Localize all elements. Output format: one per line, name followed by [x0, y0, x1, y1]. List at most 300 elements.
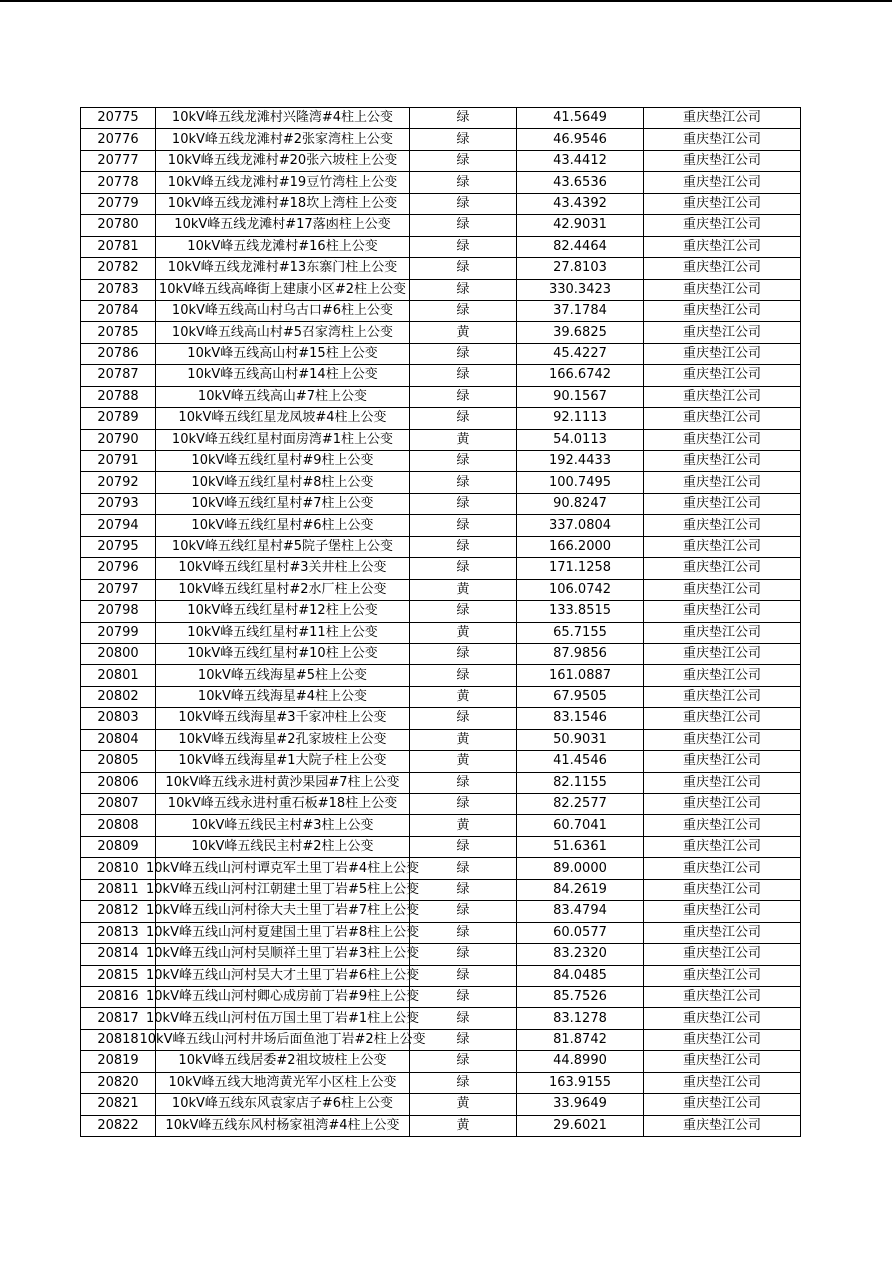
table-row: [81, 408, 801, 429]
cell-id: 20796: [81, 558, 156, 579]
cell-status: 绿: [410, 129, 517, 150]
cell-value: 106.0742: [517, 579, 644, 600]
table-row: [81, 815, 801, 836]
cell-value: 60.7041: [517, 815, 644, 836]
cell-name: [156, 729, 410, 750]
cell-company: 重庆垫江公司: [644, 1008, 801, 1029]
cell-name: [156, 751, 410, 772]
cell-id: 20805: [81, 751, 156, 772]
table-row: [81, 451, 801, 472]
cell-name: [156, 1051, 410, 1072]
cell-name: [156, 300, 410, 321]
cell-value: 192.4433: [517, 451, 644, 472]
cell-value: 27.8103: [517, 258, 644, 279]
table-row: [81, 558, 801, 579]
cell-name: [156, 579, 410, 600]
cell-name: [156, 408, 410, 429]
cell-id: 20801: [81, 665, 156, 686]
cell-name: [156, 472, 410, 493]
cell-company: 重庆垫江公司: [644, 579, 801, 600]
table-row: [81, 901, 801, 922]
cell-company: 重庆垫江公司: [644, 258, 801, 279]
cell-company: 重庆垫江公司: [644, 386, 801, 407]
cell-name-text: 10kV峰五线龙滩村#13东寨门柱上公变: [167, 260, 398, 276]
cell-name: [156, 172, 410, 193]
cell-name-text: 10kV峰五线永进村黄沙果园#7柱上公变: [165, 774, 400, 790]
cell-name: [146, 1008, 420, 1029]
table-row: [81, 879, 801, 900]
cell-name-text: 10kV峰五线龙滩村#19豆竹湾柱上公变: [167, 174, 398, 190]
cell-value: 133.8515: [517, 601, 644, 622]
cell-name: [156, 601, 410, 622]
cell-name-text: 10kV峰五线山河村卿心成房前丁岩#9柱上公变: [146, 989, 420, 1005]
cell-status: 绿: [410, 879, 517, 900]
cell-status: 绿: [410, 515, 517, 536]
cell-name-text: 10kV峰五线山河村谭克军土里丁岩#4柱上公变: [146, 860, 420, 876]
cell-value: 51.6361: [517, 836, 644, 857]
cell-id: 20797: [81, 579, 156, 600]
cell-name: [146, 986, 420, 1007]
cell-name-text: 10kV峰五线红星龙凤坡#4柱上公变: [178, 410, 387, 426]
cell-value: 166.2000: [517, 536, 644, 557]
cell-name-text: 10kV峰五线东风袁家店子#6柱上公变: [171, 1096, 394, 1112]
cell-company: 重庆垫江公司: [644, 944, 801, 965]
cell-value: 83.1278: [517, 1008, 644, 1029]
table-row: [81, 922, 801, 943]
cell-value: 92.1113: [517, 408, 644, 429]
cell-name: [156, 1094, 410, 1115]
cell-name-text: 10kV峰五线红星村#8柱上公变: [191, 474, 374, 490]
cell-id: 20806: [81, 772, 156, 793]
cell-status: 绿: [410, 215, 517, 236]
cell-name-text: 10kV峰五线高山村#5召家湾柱上公变: [171, 324, 394, 340]
cell-name: [156, 772, 410, 793]
cell-status: 黄: [410, 815, 517, 836]
cell-status: 绿: [410, 193, 517, 214]
cell-name-text: 10kV峰五线龙滩村兴隆湾#4柱上公变: [171, 110, 394, 126]
cell-name-text: 10kV峰五线居委#2祖坟坡柱上公变: [178, 1053, 387, 1069]
cell-status: 绿: [410, 472, 517, 493]
cell-id: 20799: [81, 622, 156, 643]
cell-name-text: 10kV峰五线山河村江朝建土里丁岩#5柱上公变: [146, 881, 420, 897]
cell-company: 重庆垫江公司: [644, 729, 801, 750]
cell-name-text: 10kV峰五线高山#7柱上公变: [197, 388, 368, 404]
cell-id: 20800: [81, 643, 156, 664]
cell-name-text: 10kV峰五线高山村乌古口#6柱上公变: [171, 303, 394, 319]
cell-name: [156, 386, 410, 407]
cell-company: 重庆垫江公司: [644, 686, 801, 707]
cell-id: 20781: [81, 236, 156, 257]
cell-name: [156, 258, 410, 279]
cell-value: 37.1784: [517, 300, 644, 321]
cell-name: [156, 1115, 410, 1136]
table-row: [81, 836, 801, 857]
cell-value: 84.2619: [517, 879, 644, 900]
cell-name: [146, 858, 420, 879]
table-row: [81, 193, 801, 214]
cell-value: 81.8742: [517, 1029, 644, 1050]
cell-value: 46.9546: [517, 129, 644, 150]
cell-name: [156, 429, 410, 450]
cell-name: [146, 922, 420, 943]
table-row: [81, 1072, 801, 1093]
cell-name: [156, 215, 410, 236]
cell-value: 89.0000: [517, 858, 644, 879]
cell-id: 20807: [81, 794, 156, 815]
table-row: [81, 343, 801, 364]
cell-status: 黄: [410, 729, 517, 750]
cell-id: 20814: [81, 944, 156, 965]
cell-status: 黄: [410, 686, 517, 707]
cell-name-text: 10kV峰五线高山村#14柱上公变: [187, 367, 378, 383]
table-row: [81, 1051, 801, 1072]
cell-value: 39.6825: [517, 322, 644, 343]
cell-status: 绿: [410, 258, 517, 279]
cell-company: 重庆垫江公司: [644, 879, 801, 900]
cell-value: 82.1155: [517, 772, 644, 793]
table-row: [81, 965, 801, 986]
cell-id: 20813: [81, 922, 156, 943]
cell-value: 85.7526: [517, 986, 644, 1007]
cell-value: 90.8247: [517, 493, 644, 514]
table-row: [81, 322, 801, 343]
table-row: [81, 150, 801, 171]
cell-name: [156, 558, 410, 579]
table-row: [81, 858, 801, 879]
cell-value: 41.4546: [517, 751, 644, 772]
cell-company: 重庆垫江公司: [644, 515, 801, 536]
cell-name: [156, 193, 410, 214]
cell-name-text: 10kV峰五线海星#5柱上公变: [197, 667, 368, 683]
cell-company: 重庆垫江公司: [644, 772, 801, 793]
table-row: [81, 365, 801, 386]
cell-status: 绿: [410, 1008, 517, 1029]
cell-value: 50.9031: [517, 729, 644, 750]
cell-id: 20816: [81, 986, 156, 1007]
cell-value: 44.8990: [517, 1051, 644, 1072]
cell-name: [156, 836, 410, 857]
cell-name: [156, 643, 410, 664]
cell-value: 83.2320: [517, 944, 644, 965]
cell-status: 黄: [410, 579, 517, 600]
table-row: [81, 643, 801, 664]
cell-status: 绿: [410, 986, 517, 1007]
cell-name-text: 10kV峰五线龙滩村#18坎上湾柱上公变: [167, 195, 398, 211]
cell-id: 20798: [81, 601, 156, 622]
cell-company: 重庆垫江公司: [644, 472, 801, 493]
table-row: [81, 579, 801, 600]
cell-name-text: 10kV峰五线大地湾黄光军小区柱上公变: [168, 1074, 397, 1090]
cell-id: 20811: [81, 879, 156, 900]
table-row: [81, 279, 801, 300]
cell-status: 绿: [410, 343, 517, 364]
table-row: [81, 601, 801, 622]
cell-name-text: 10kV峰五线红星村#3关井柱上公变: [178, 560, 387, 576]
cell-id: 20778: [81, 172, 156, 193]
cell-name: [156, 686, 410, 707]
cell-id: 20785: [81, 322, 156, 343]
cell-name-text: 10kV峰五线民主村#2柱上公变: [191, 839, 374, 855]
cell-name-text: 10kV峰五线海星#3千家冲柱上公变: [178, 710, 387, 726]
cell-name: [139, 1029, 426, 1050]
cell-id: 20779: [81, 193, 156, 214]
cell-value: 83.4794: [517, 901, 644, 922]
cell-id: 20783: [81, 279, 156, 300]
cell-company: 重庆垫江公司: [644, 622, 801, 643]
cell-status: 绿: [410, 365, 517, 386]
cell-name: [156, 129, 410, 150]
cell-value: 45.4227: [517, 343, 644, 364]
cell-company: 重庆垫江公司: [644, 236, 801, 257]
cell-value: 171.1258: [517, 558, 644, 579]
cell-name: [146, 879, 420, 900]
cell-id: 20809: [81, 836, 156, 857]
cell-company: 重庆垫江公司: [644, 129, 801, 150]
cell-value: 43.4392: [517, 193, 644, 214]
table-row: [81, 236, 801, 257]
cell-value: 42.9031: [517, 215, 644, 236]
cell-status: 绿: [410, 493, 517, 514]
cell-value: 60.0577: [517, 922, 644, 943]
cell-company: 重庆垫江公司: [644, 343, 801, 364]
cell-company: 重庆垫江公司: [644, 643, 801, 664]
cell-id: 20822: [81, 1115, 156, 1136]
cell-name-text: 10kV峰五线山河村伍万国土里丁岩#1柱上公变: [146, 1010, 420, 1026]
cell-name-text: 10kV峰五线红星村#7柱上公变: [191, 496, 374, 512]
cell-status: 绿: [410, 901, 517, 922]
table-row: [81, 108, 801, 129]
table-row: [81, 515, 801, 536]
cell-id: 20782: [81, 258, 156, 279]
cell-status: 绿: [410, 858, 517, 879]
cell-value: 54.0113: [517, 429, 644, 450]
cell-value: 82.2577: [517, 794, 644, 815]
cell-company: 重庆垫江公司: [644, 322, 801, 343]
cell-name: [156, 451, 410, 472]
cell-name: [156, 665, 410, 686]
cell-company: 重庆垫江公司: [644, 408, 801, 429]
cell-status: 绿: [410, 665, 517, 686]
cell-status: 绿: [410, 643, 517, 664]
cell-name-text: 10kV峰五线红星村#10柱上公变: [187, 646, 378, 662]
cell-id: 20817: [81, 1008, 156, 1029]
cell-id: 20791: [81, 451, 156, 472]
cell-company: 重庆垫江公司: [644, 751, 801, 772]
cell-id: 20808: [81, 815, 156, 836]
cell-status: 黄: [410, 1115, 517, 1136]
cell-company: 重庆垫江公司: [644, 1115, 801, 1136]
table-row: [81, 751, 801, 772]
cell-value: 163.9155: [517, 1072, 644, 1093]
cell-company: 重庆垫江公司: [644, 901, 801, 922]
cell-status: 绿: [410, 601, 517, 622]
cell-status: 绿: [410, 451, 517, 472]
cell-status: 黄: [410, 322, 517, 343]
cell-name-text: 10kV峰五线龙滩村#17落凼柱上公变: [174, 217, 391, 233]
table-row: [81, 493, 801, 514]
cell-id: 20812: [81, 901, 156, 922]
cell-value: 43.6536: [517, 172, 644, 193]
cell-name-text: 10kV峰五线龙滩村#2张家湾柱上公变: [171, 131, 394, 147]
cell-name: [146, 944, 420, 965]
cell-company: 重庆垫江公司: [644, 858, 801, 879]
cell-name: [156, 815, 410, 836]
cell-name-text: 10kV峰五线龙滩村#20张六坡柱上公变: [167, 153, 398, 169]
cell-name: [156, 493, 410, 514]
cell-id: 20795: [81, 536, 156, 557]
cell-company: 重庆垫江公司: [644, 108, 801, 129]
cell-id: 20789: [81, 408, 156, 429]
cell-name-text: 10kV峰五线海星#1大院子柱上公变: [178, 753, 387, 769]
table-row: [81, 729, 801, 750]
cell-status: 绿: [410, 108, 517, 129]
cell-name-text: 10kV峰五线红星村#6柱上公变: [191, 517, 374, 533]
cell-name-text: 10kV峰五线高山村#15柱上公变: [187, 346, 378, 362]
cell-status: 绿: [410, 236, 517, 257]
cell-status: 绿: [410, 279, 517, 300]
table-body: [81, 108, 801, 1137]
cell-id: 20777: [81, 150, 156, 171]
cell-name-text: 10kV峰五线海星#4柱上公变: [197, 689, 368, 705]
cell-status: 黄: [410, 751, 517, 772]
cell-id: 20802: [81, 686, 156, 707]
cell-name: [156, 279, 410, 300]
cell-value: 337.0804: [517, 515, 644, 536]
table-row: [81, 708, 801, 729]
cell-name-text: 10kV峰五线海星#2孔家坡柱上公变: [178, 731, 387, 747]
cell-company: 重庆垫江公司: [644, 1094, 801, 1115]
cell-id: 20790: [81, 429, 156, 450]
cell-value: 65.7155: [517, 622, 644, 643]
cell-name-text: 10kV峰五线山河村徐大夫土里丁岩#7柱上公变: [146, 903, 420, 919]
cell-company: 重庆垫江公司: [644, 536, 801, 557]
table-row: [81, 1115, 801, 1136]
cell-value: 161.0887: [517, 665, 644, 686]
cell-name: [146, 901, 420, 922]
page-top-border: [0, 0, 892, 2]
cell-name-text: 10kV峰五线永进村重石板#18柱上公变: [167, 796, 398, 812]
cell-status: 绿: [410, 386, 517, 407]
cell-id: 20776: [81, 129, 156, 150]
cell-id: 20820: [81, 1072, 156, 1093]
cell-value: 84.0485: [517, 965, 644, 986]
cell-company: 重庆垫江公司: [644, 665, 801, 686]
cell-status: 绿: [410, 536, 517, 557]
cell-id: 20819: [81, 1051, 156, 1072]
cell-name: [156, 108, 410, 129]
cell-id: 20810: [81, 858, 156, 879]
cell-name-text: 10kV峰五线东风村杨家祖湾#4柱上公变: [165, 1117, 400, 1133]
cell-status: 绿: [410, 1072, 517, 1093]
cell-status: 黄: [410, 1094, 517, 1115]
table-row: [81, 986, 801, 1007]
cell-name: [156, 708, 410, 729]
cell-name-text: 10kV峰五线山河村吴大才土里丁岩#6柱上公变: [146, 967, 420, 983]
cell-value: 67.9505: [517, 686, 644, 707]
cell-name-text: 10kV峰五线高峰街上建康小区#2柱上公变: [158, 281, 407, 297]
cell-id: 20793: [81, 493, 156, 514]
cell-status: 绿: [410, 772, 517, 793]
cell-company: 重庆垫江公司: [644, 429, 801, 450]
cell-id: 20788: [81, 386, 156, 407]
cell-status: 绿: [410, 558, 517, 579]
cell-status: 黄: [410, 622, 517, 643]
cell-name: [156, 622, 410, 643]
cell-value: 83.1546: [517, 708, 644, 729]
cell-company: 重庆垫江公司: [644, 794, 801, 815]
cell-value: 330.3423: [517, 279, 644, 300]
cell-company: 重庆垫江公司: [644, 172, 801, 193]
cell-status: 绿: [410, 944, 517, 965]
table-row: [81, 536, 801, 557]
cell-company: 重庆垫江公司: [644, 836, 801, 857]
cell-company: 重庆垫江公司: [644, 965, 801, 986]
cell-company: 重庆垫江公司: [644, 815, 801, 836]
table-row: [81, 172, 801, 193]
cell-company: 重庆垫江公司: [644, 365, 801, 386]
cell-company: 重庆垫江公司: [644, 150, 801, 171]
cell-id: 20804: [81, 729, 156, 750]
cell-status: 绿: [410, 965, 517, 986]
cell-company: 重庆垫江公司: [644, 922, 801, 943]
cell-company: 重庆垫江公司: [644, 986, 801, 1007]
table-row: [81, 215, 801, 236]
table-row: [81, 622, 801, 643]
cell-id: 20780: [81, 215, 156, 236]
cell-id: 20792: [81, 472, 156, 493]
table-row: [81, 1029, 801, 1050]
cell-company: 重庆垫江公司: [644, 1029, 801, 1050]
cell-id: 20775: [81, 108, 156, 129]
cell-company: 重庆垫江公司: [644, 193, 801, 214]
cell-name-text: 10kV峰五线红星村面房湾#1柱上公变: [171, 431, 394, 447]
cell-value: 166.6742: [517, 365, 644, 386]
table-row: [81, 472, 801, 493]
table-row: [81, 258, 801, 279]
cell-company: 重庆垫江公司: [644, 279, 801, 300]
cell-value: 100.7495: [517, 472, 644, 493]
cell-name-text: 10kV峰五线龙滩村#16柱上公变: [187, 238, 378, 254]
table-row: [81, 794, 801, 815]
cell-value: 29.6021: [517, 1115, 644, 1136]
cell-status: 绿: [410, 172, 517, 193]
cell-name: [156, 236, 410, 257]
cell-id: 20786: [81, 343, 156, 364]
cell-status: 绿: [410, 1029, 517, 1050]
cell-value: 41.5649: [517, 108, 644, 129]
cell-company: 重庆垫江公司: [644, 601, 801, 622]
cell-id: 20794: [81, 515, 156, 536]
cell-name-text: 10kV峰五线山河村吴顺祥土里丁岩#3柱上公变: [146, 946, 420, 962]
cell-name-text: 10kV峰五线民主村#3柱上公变: [191, 817, 374, 833]
cell-name: [156, 322, 410, 343]
cell-value: 33.9649: [517, 1094, 644, 1115]
cell-status: 黄: [410, 429, 517, 450]
cell-status: 绿: [410, 300, 517, 321]
cell-name: [156, 794, 410, 815]
cell-id: 20787: [81, 365, 156, 386]
table-row: [81, 129, 801, 150]
table-row: [81, 1094, 801, 1115]
cell-name: [156, 343, 410, 364]
cell-name-text: 10kV峰五线红星村#12柱上公变: [187, 603, 378, 619]
cell-name: [156, 150, 410, 171]
table-row: [81, 300, 801, 321]
cell-status: 绿: [410, 708, 517, 729]
table-row: [81, 1008, 801, 1029]
cell-name: [156, 536, 410, 557]
cell-name: [156, 515, 410, 536]
